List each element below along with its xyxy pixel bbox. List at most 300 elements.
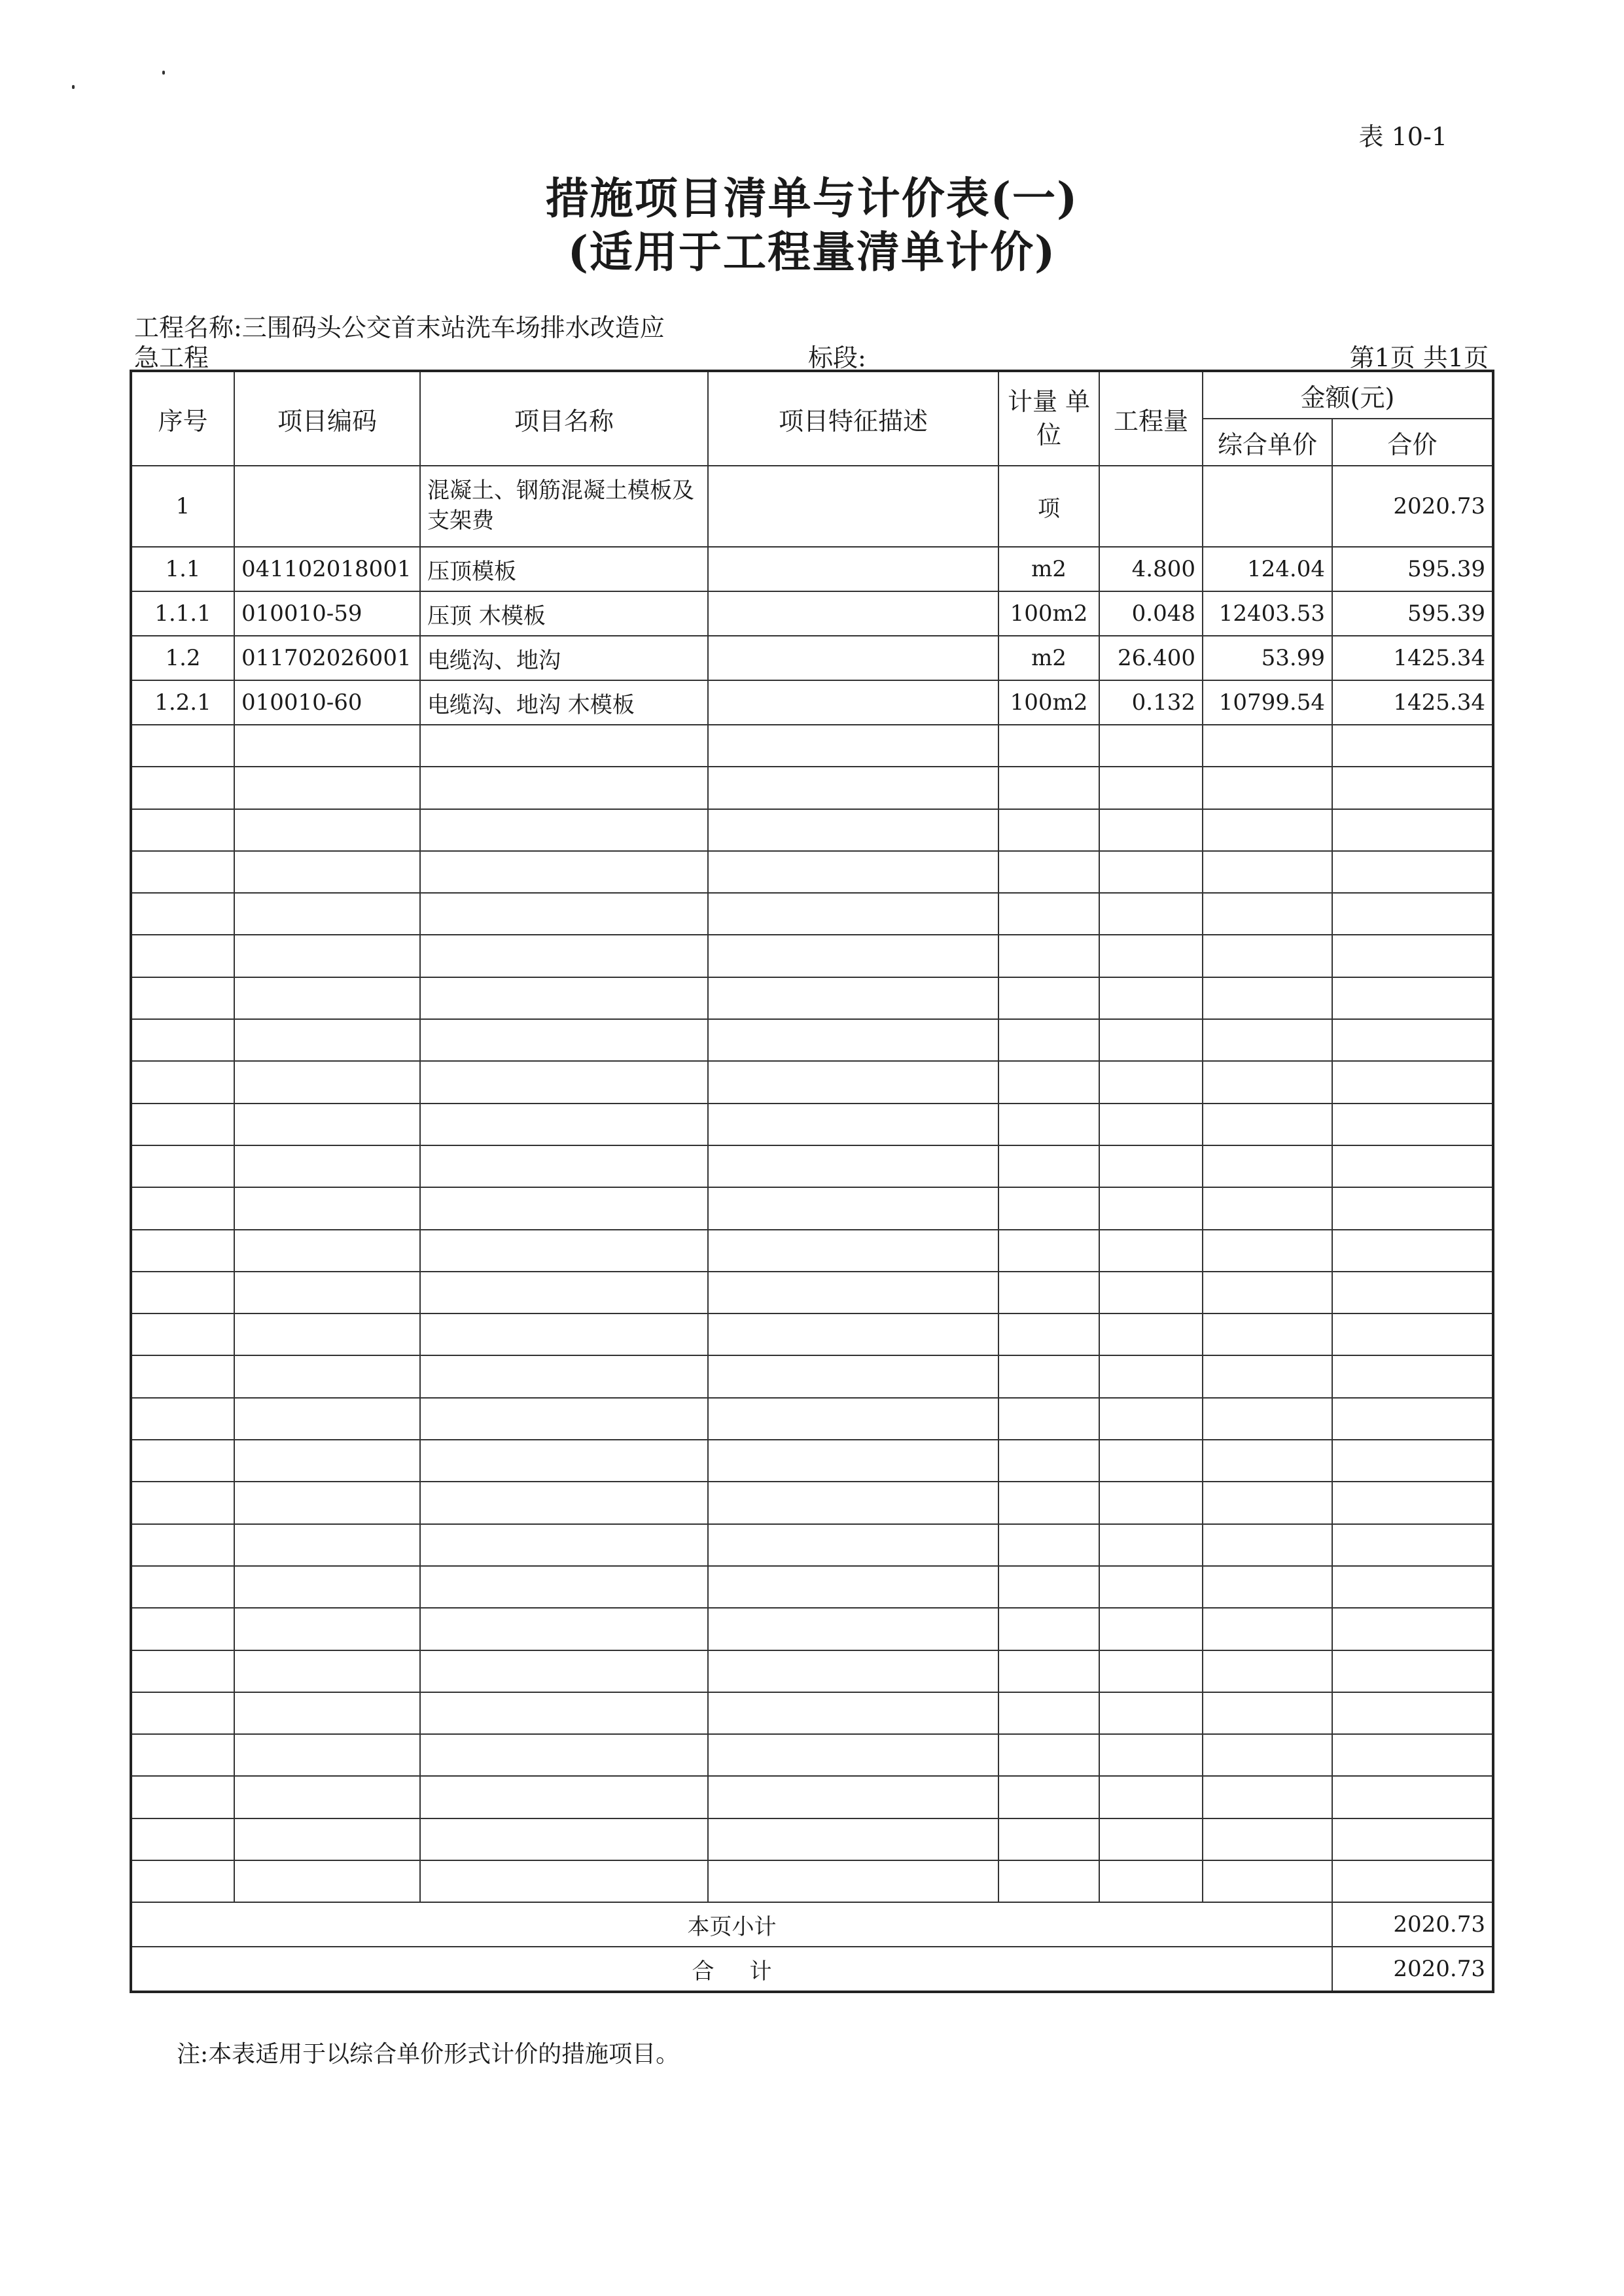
empty-cell [1332, 1860, 1493, 1902]
empty-cell [1099, 851, 1203, 893]
empty-cell [1332, 977, 1493, 1019]
subtotal-value: 2020.73 [1332, 1902, 1493, 1947]
empty-cell [998, 1355, 1099, 1397]
empty-cell [420, 1355, 708, 1397]
project-name-continued: 急工程 [134, 343, 209, 372]
cell-unit: 100m2 [998, 591, 1099, 636]
empty-cell [998, 1061, 1099, 1103]
empty-cell [1203, 1566, 1332, 1608]
empty-cell [1099, 1230, 1203, 1272]
empty-cell [708, 1019, 998, 1061]
empty-row [131, 1482, 1493, 1523]
empty-cell [1203, 1355, 1332, 1397]
empty-row [131, 1734, 1493, 1776]
empty-cell [998, 1860, 1099, 1902]
empty-cell [1099, 1860, 1203, 1902]
empty-cell [420, 1440, 708, 1482]
empty-cell [708, 1650, 998, 1692]
empty-row [131, 977, 1493, 1019]
empty-cell [708, 1313, 998, 1355]
cell-unit-price: 10799.54 [1203, 680, 1332, 725]
empty-cell [1332, 1061, 1493, 1103]
cell-code: 010010-60 [234, 680, 420, 725]
empty-row [131, 1692, 1493, 1734]
empty-row [131, 1650, 1493, 1692]
empty-cell [1332, 1019, 1493, 1061]
empty-cell [234, 1187, 420, 1229]
empty-cell [234, 725, 420, 767]
cell-name: 压顶 木模板 [420, 591, 708, 636]
empty-cell [1332, 1818, 1493, 1860]
empty-cell [420, 1398, 708, 1440]
footnote: 注:本表适用于以综合单价形式计价的措施项目。 [177, 2041, 680, 2068]
empty-cell [1203, 1440, 1332, 1482]
cell-quantity: 0.048 [1099, 591, 1203, 636]
empty-cell [1099, 1061, 1203, 1103]
empty-cell [1332, 1440, 1493, 1482]
empty-cell [131, 851, 234, 893]
empty-cell [708, 1566, 998, 1608]
empty-cell [131, 1272, 234, 1313]
empty-cell [420, 1019, 708, 1061]
empty-cell [131, 1734, 234, 1776]
empty-cell [234, 1440, 420, 1482]
project-name: 工程名称:三围码头公交首末站洗车场排水改造应 [134, 313, 665, 342]
empty-cell [1332, 1650, 1493, 1692]
cell-unit-price: 124.04 [1203, 547, 1332, 591]
empty-row [131, 809, 1493, 851]
empty-cell [131, 809, 234, 851]
cell-name: 压顶模板 [420, 547, 708, 591]
cell-total: 2020.73 [1332, 466, 1493, 547]
col-header-feature: 项目特征描述 [708, 371, 998, 466]
empty-cell [708, 851, 998, 893]
empty-cell [1099, 893, 1203, 935]
col-header-quantity: 工程量 [1099, 371, 1203, 466]
empty-cell [708, 1272, 998, 1313]
empty-cell [1332, 851, 1493, 893]
section-label: 标段: [808, 343, 866, 372]
empty-cell [998, 851, 1099, 893]
subtotal-row [131, 1902, 1493, 1947]
empty-cell [1332, 1355, 1493, 1397]
empty-row [131, 893, 1493, 935]
cell-seq: 1 [131, 466, 234, 547]
empty-cell [1203, 893, 1332, 935]
empty-cell [1099, 725, 1203, 767]
empty-cell [234, 1860, 420, 1902]
empty-cell [998, 725, 1099, 767]
empty-cell [1203, 1860, 1332, 1902]
empty-cell [1099, 1145, 1203, 1187]
scan-speck [162, 71, 165, 75]
empty-cell [1203, 1650, 1332, 1692]
empty-cell [131, 1440, 234, 1482]
empty-cell [1099, 1272, 1203, 1313]
empty-cell [998, 1230, 1099, 1272]
empty-cell [998, 1272, 1099, 1313]
empty-cell [131, 935, 234, 977]
empty-cell [234, 1272, 420, 1313]
cell-unit: m2 [998, 547, 1099, 591]
empty-cell [131, 1145, 234, 1187]
empty-cell [998, 1145, 1099, 1187]
empty-cell [998, 767, 1099, 809]
empty-cell [708, 1187, 998, 1229]
empty-cell [1203, 1482, 1332, 1523]
empty-cell [998, 1692, 1099, 1734]
page-title: 措施项目清单与计价表(一) [545, 173, 1079, 224]
empty-cell [420, 851, 708, 893]
empty-row [131, 1355, 1493, 1397]
page-info: 第1页 共1页 [1349, 343, 1489, 372]
empty-cell [420, 977, 708, 1019]
empty-cell [1332, 1187, 1493, 1229]
empty-row [131, 767, 1493, 809]
empty-cell [998, 1650, 1099, 1692]
page-subtitle: (适用于工程量清单计价) [567, 226, 1057, 277]
empty-cell [998, 1440, 1099, 1482]
empty-cell [131, 893, 234, 935]
empty-cell [1332, 1398, 1493, 1440]
empty-cell [1332, 809, 1493, 851]
empty-cell [708, 1524, 998, 1566]
empty-cell [1099, 809, 1203, 851]
empty-cell [1099, 1398, 1203, 1440]
empty-cell [420, 893, 708, 935]
empty-cell [1332, 935, 1493, 977]
cell-seq: 1.1 [131, 547, 234, 591]
empty-cell [420, 725, 708, 767]
cell-code: 011702026001 [234, 636, 420, 680]
empty-cell [1203, 1187, 1332, 1229]
empty-cell [1332, 1145, 1493, 1187]
cell-seq: 1.2 [131, 636, 234, 680]
empty-cell [420, 1145, 708, 1187]
empty-cell [234, 1650, 420, 1692]
empty-cell [1203, 1608, 1332, 1650]
empty-cell [708, 1398, 998, 1440]
empty-cell [131, 1187, 234, 1229]
empty-cell [420, 809, 708, 851]
empty-cell [420, 1482, 708, 1523]
empty-cell [708, 1104, 998, 1145]
empty-row [131, 725, 1493, 767]
table-row [131, 591, 1493, 636]
empty-cell [1203, 1061, 1332, 1103]
empty-cell [131, 1524, 234, 1566]
empty-cell [420, 1776, 708, 1818]
empty-cell [420, 1860, 708, 1902]
empty-row [131, 1187, 1493, 1229]
cell-unit: m2 [998, 636, 1099, 680]
empty-row [131, 1776, 1493, 1818]
empty-cell [1099, 1524, 1203, 1566]
empty-cell [1203, 1272, 1332, 1313]
empty-cell [420, 1061, 708, 1103]
empty-cell [998, 935, 1099, 977]
empty-cell [234, 1145, 420, 1187]
empty-cell [234, 1608, 420, 1650]
measure-pricing-table [130, 370, 1494, 1993]
empty-cell [708, 935, 998, 977]
empty-cell [1332, 1313, 1493, 1355]
empty-row [131, 1818, 1493, 1860]
col-header-code: 项目编码 [234, 371, 420, 466]
empty-cell [998, 1313, 1099, 1355]
empty-cell [234, 1355, 420, 1397]
cell-quantity: 4.800 [1099, 547, 1203, 591]
cell-quantity: 26.400 [1099, 636, 1203, 680]
empty-cell [420, 1313, 708, 1355]
empty-cell [1332, 725, 1493, 767]
empty-cell [708, 809, 998, 851]
table-row [131, 466, 1493, 547]
empty-cell [1332, 893, 1493, 935]
empty-cell [234, 1482, 420, 1523]
empty-cell [234, 893, 420, 935]
empty-cell [1099, 1818, 1203, 1860]
empty-cell [234, 1061, 420, 1103]
empty-cell [1332, 1230, 1493, 1272]
empty-row [131, 935, 1493, 977]
cell-feature [708, 591, 998, 636]
empty-cell [1203, 851, 1332, 893]
empty-row [131, 1440, 1493, 1482]
empty-cell [234, 1524, 420, 1566]
empty-cell [420, 1818, 708, 1860]
cell-total: 595.39 [1332, 591, 1493, 636]
empty-cell [131, 1860, 234, 1902]
empty-cell [708, 725, 998, 767]
empty-cell [131, 1692, 234, 1734]
empty-cell [1332, 1692, 1493, 1734]
form-number: 表 10-1 [1358, 122, 1447, 151]
empty-cell [1332, 1104, 1493, 1145]
empty-cell [234, 1104, 420, 1145]
empty-cell [708, 893, 998, 935]
cell-name: 电缆沟、地沟 木模板 [420, 680, 708, 725]
empty-cell [1203, 1818, 1332, 1860]
empty-cell [420, 1104, 708, 1145]
empty-cell [1099, 1776, 1203, 1818]
empty-cell [708, 767, 998, 809]
empty-cell [234, 935, 420, 977]
empty-cell [131, 1061, 234, 1103]
empty-cell [1099, 1692, 1203, 1734]
empty-cell [1203, 1230, 1332, 1272]
empty-cell [234, 1692, 420, 1734]
empty-cell [234, 1818, 420, 1860]
empty-cell [1099, 1440, 1203, 1482]
empty-row [131, 1019, 1493, 1061]
empty-cell [420, 1608, 708, 1650]
empty-cell [1203, 1692, 1332, 1734]
empty-row [131, 1104, 1493, 1145]
empty-cell [1203, 1398, 1332, 1440]
empty-cell [1099, 977, 1203, 1019]
empty-cell [1332, 1776, 1493, 1818]
cell-feature [708, 680, 998, 725]
empty-row [131, 1608, 1493, 1650]
empty-cell [998, 1398, 1099, 1440]
empty-cell [131, 1818, 234, 1860]
empty-cell [1099, 935, 1203, 977]
empty-cell [234, 1019, 420, 1061]
empty-cell [998, 893, 1099, 935]
empty-cell [708, 1482, 998, 1523]
cell-feature [708, 466, 998, 547]
empty-cell [420, 1734, 708, 1776]
col-header-total: 合价 [1332, 419, 1493, 466]
empty-cell [131, 1650, 234, 1692]
empty-cell [1203, 1313, 1332, 1355]
empty-cell [1203, 767, 1332, 809]
empty-cell [708, 1230, 998, 1272]
cell-unit-price: 12403.53 [1203, 591, 1332, 636]
empty-cell [234, 1734, 420, 1776]
empty-cell [708, 1440, 998, 1482]
empty-cell [1203, 1019, 1332, 1061]
empty-cell [234, 1566, 420, 1608]
cell-feature [708, 636, 998, 680]
col-header-name: 项目名称 [420, 371, 708, 466]
empty-cell [708, 1355, 998, 1397]
empty-cell [998, 1187, 1099, 1229]
empty-cell [1332, 1524, 1493, 1566]
total-label: 合 计 [131, 1947, 1332, 1992]
empty-cell [420, 1524, 708, 1566]
empty-cell [998, 1566, 1099, 1608]
empty-cell [131, 1566, 234, 1608]
table-row [131, 680, 1493, 725]
empty-cell [1332, 1482, 1493, 1523]
empty-cell [1099, 1482, 1203, 1523]
empty-cell [998, 1818, 1099, 1860]
empty-cell [1203, 1104, 1332, 1145]
empty-cell [234, 767, 420, 809]
empty-row [131, 1313, 1493, 1355]
empty-cell [420, 1187, 708, 1229]
empty-cell [131, 1230, 234, 1272]
empty-cell [1203, 935, 1332, 977]
empty-cell [234, 1313, 420, 1355]
empty-cell [131, 725, 234, 767]
empty-cell [1099, 1608, 1203, 1650]
empty-cell [234, 851, 420, 893]
empty-cell [1099, 1734, 1203, 1776]
empty-cell [1099, 1104, 1203, 1145]
empty-cell [1099, 1187, 1203, 1229]
empty-cell [131, 977, 234, 1019]
empty-cell [1203, 977, 1332, 1019]
empty-cell [1099, 1566, 1203, 1608]
empty-cell [234, 809, 420, 851]
empty-cell [708, 1692, 998, 1734]
cell-quantity: 0.132 [1099, 680, 1203, 725]
empty-cell [420, 1650, 708, 1692]
subtotal-label: 本页小计 [131, 1902, 1332, 1947]
empty-cell [998, 977, 1099, 1019]
empty-row [131, 851, 1493, 893]
empty-cell [131, 767, 234, 809]
empty-row [131, 1398, 1493, 1440]
empty-cell [708, 1734, 998, 1776]
empty-cell [420, 1566, 708, 1608]
empty-cell [234, 977, 420, 1019]
empty-cell [998, 1104, 1099, 1145]
empty-cell [420, 1692, 708, 1734]
empty-cell [708, 1061, 998, 1103]
total-row [131, 1947, 1493, 1992]
empty-cell [131, 1776, 234, 1818]
col-header-unit: 计量 单位 [998, 371, 1099, 466]
empty-cell [420, 767, 708, 809]
cell-seq: 1.1.1 [131, 591, 234, 636]
empty-row [131, 1272, 1493, 1313]
empty-cell [420, 935, 708, 977]
table-row [131, 547, 1493, 591]
empty-cell [234, 1398, 420, 1440]
empty-cell [1099, 1313, 1203, 1355]
empty-cell [1332, 1608, 1493, 1650]
empty-cell [708, 1608, 998, 1650]
empty-cell [708, 1776, 998, 1818]
empty-cell [708, 1860, 998, 1902]
empty-cell [708, 977, 998, 1019]
col-header-unit-price: 综合单价 [1203, 419, 1332, 466]
empty-cell [234, 1230, 420, 1272]
empty-cell [1099, 1355, 1203, 1397]
empty-cell [1332, 1734, 1493, 1776]
empty-cell [998, 1482, 1099, 1523]
empty-cell [1203, 725, 1332, 767]
empty-row [131, 1860, 1493, 1902]
empty-cell [131, 1608, 234, 1650]
cell-total: 595.39 [1332, 547, 1493, 591]
cell-unit-price: 53.99 [1203, 636, 1332, 680]
empty-cell [998, 1019, 1099, 1061]
cell-code: 041102018001 [234, 547, 420, 591]
cell-total: 1425.34 [1332, 680, 1493, 725]
cell-feature [708, 547, 998, 591]
empty-cell [998, 1524, 1099, 1566]
cell-unit: 项 [998, 466, 1099, 547]
empty-cell [1332, 767, 1493, 809]
cell-unit: 100m2 [998, 680, 1099, 725]
empty-cell [1203, 1734, 1332, 1776]
cell-seq: 1.2.1 [131, 680, 234, 725]
cell-name: 混凝土、钢筋混凝土模板及支架费 [420, 466, 708, 547]
empty-cell [1203, 1776, 1332, 1818]
col-header-amount: 金额(元) [1203, 371, 1493, 419]
empty-cell [131, 1313, 234, 1355]
empty-cell [1203, 809, 1332, 851]
empty-row [131, 1145, 1493, 1187]
empty-cell [1332, 1272, 1493, 1313]
cell-quantity [1099, 466, 1203, 547]
empty-cell [998, 1776, 1099, 1818]
empty-cell [131, 1019, 234, 1061]
empty-cell [131, 1482, 234, 1523]
scan-speck [72, 85, 75, 89]
empty-cell [998, 1608, 1099, 1650]
empty-cell [708, 1818, 998, 1860]
total-value: 2020.73 [1332, 1947, 1493, 1992]
col-header-seq: 序号 [131, 371, 234, 466]
cell-total: 1425.34 [1332, 636, 1493, 680]
empty-row [131, 1061, 1493, 1103]
